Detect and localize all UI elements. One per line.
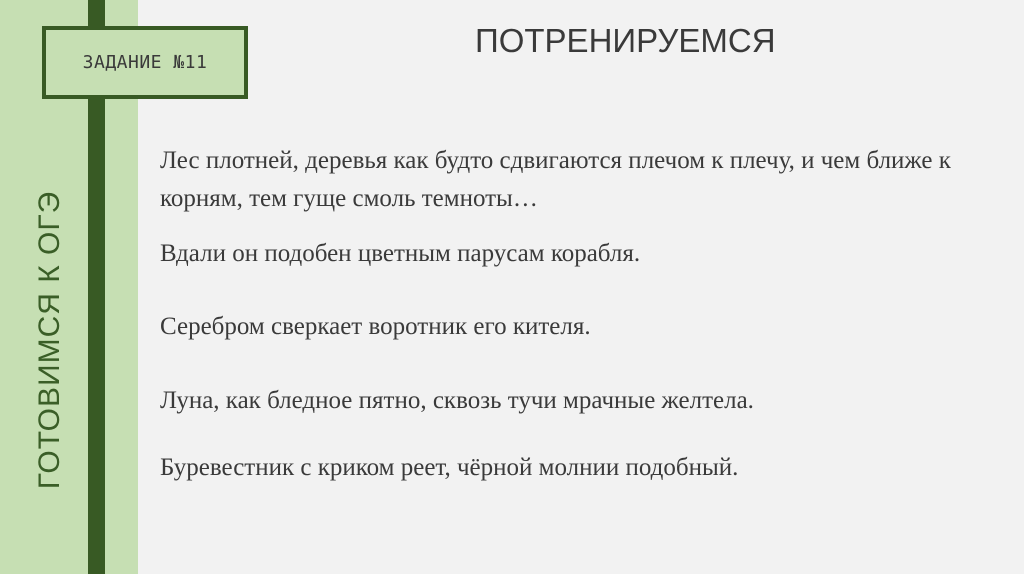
sentence-4: Буревестник с криком реет, чёрной молнии подобный. [160,454,739,481]
intro-text: Лес плотней, деревья как будто сдвигаются плечом к плечу, и чем ближе к корням, тем гуще смоль темноты… [160,147,951,212]
sentence-1: Вдали он подобен цветным парусам корабля. [160,240,641,267]
task-label: ЗАДАНИЕ №11 [82,52,208,73]
sidebar-label: ГОТОВИМСЯ К ОГЭ [33,190,66,490]
page-title: ПОТРЕНИРУЕМСЯ [475,22,776,59]
task-badge [42,26,248,99]
sentence-2: Серебром сверкает воротник его кителя. [160,313,591,340]
sentence-3: Луна, как бледное пятно, сквозь тучи мрачные желтела. [160,387,754,414]
